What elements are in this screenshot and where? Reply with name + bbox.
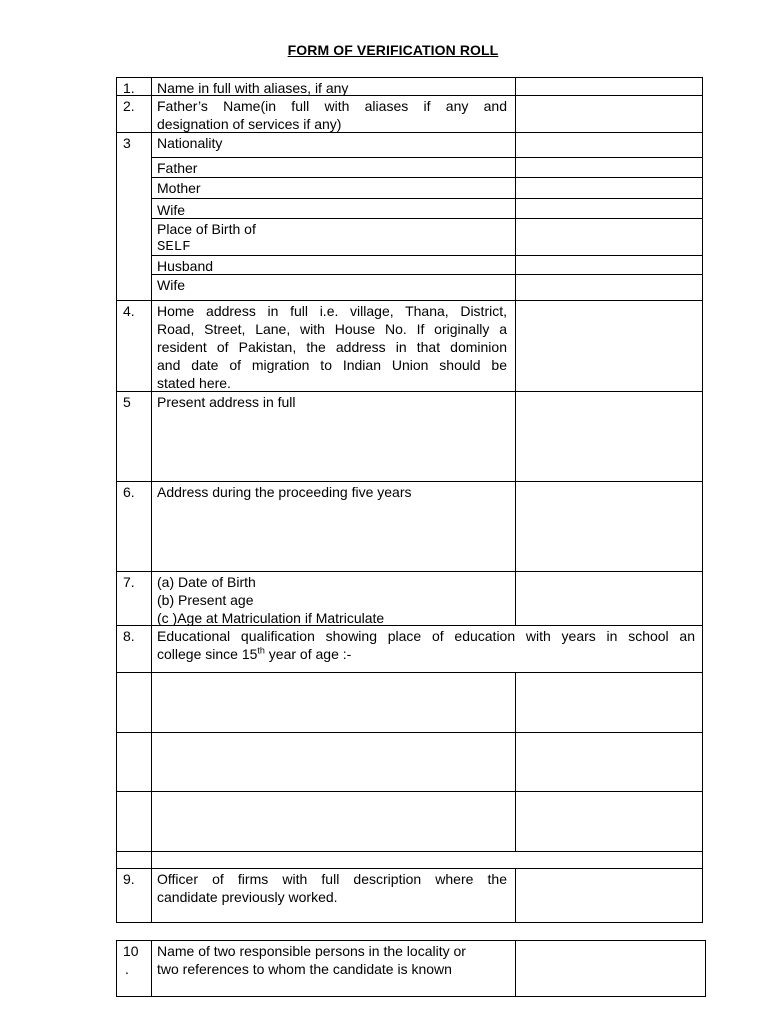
row-2-label-line-2: designation of services if any)	[157, 116, 342, 132]
birth-wife-label: Wife	[157, 277, 185, 293]
nationality-father-label: Father	[157, 160, 198, 176]
row-1-answer-field[interactable]	[516, 78, 702, 95]
birth-husband-label: Husband	[157, 258, 214, 274]
nationality-wife-label: Wife	[157, 202, 185, 218]
row-10-label-line-1: Name of two responsible persons in the locality or	[157, 943, 466, 959]
age-details-answer-field[interactable]	[516, 572, 702, 625]
row-5-number: 5	[123, 394, 131, 410]
row-4-label-line-2: Road, Street, Lane, with House No. If originally a	[157, 321, 507, 337]
row-10-label-line-2: two references to whom the candidate is known	[157, 961, 452, 977]
previous-address-answer-field[interactable]	[516, 482, 702, 571]
nationality-wife-answer-field[interactable]	[516, 199, 702, 218]
row-2-number: 2.	[123, 98, 135, 114]
row-6-label: Address during the proceeding five years	[157, 484, 412, 500]
previous-employment-answer-field[interactable]	[516, 869, 702, 922]
nationality-mother-answer-field[interactable]	[516, 178, 702, 198]
row-4-label-line-3: resident of Pakistan, the address in that dominion	[157, 339, 507, 355]
edu-matric-answer-field[interactable]	[516, 673, 702, 732]
row-8-label-line-2: college since 15th year of age :-	[157, 645, 352, 662]
place-of-birth-self-label: SELF	[157, 239, 191, 255]
row-10-number: 10	[123, 943, 139, 959]
row-1-label: Name in full with aliases, if any	[157, 80, 349, 96]
row-2-answer-field[interactable]	[516, 96, 702, 132]
birth-husband-answer-field[interactable]	[516, 256, 702, 274]
row-6-number: 6.	[123, 484, 135, 500]
form-title: FORM OF VERIFICATION ROLL	[287, 42, 499, 58]
row-9-number: 9.	[123, 871, 135, 887]
row-3-number: 3	[123, 135, 131, 151]
present-age-label: (b) Present age	[157, 592, 254, 608]
nationality-father-answer-field[interactable]	[516, 158, 702, 177]
row-8-number: 8.	[123, 628, 135, 644]
row-4-label-line-4: and date of migration to Indian Union should be	[157, 357, 507, 373]
row-9-label-line-1: Officer of firms with full description where the	[157, 871, 507, 887]
row-9-label-line-2: candidate previously worked.	[157, 889, 338, 905]
row-5-label: Present address in full	[157, 394, 296, 410]
nationality-answer-field[interactable]	[516, 133, 702, 157]
row-3-label: Nationality	[157, 135, 223, 151]
row-8-label-line-1: Educational qualification showing place of education with years in school an	[157, 628, 695, 644]
date-of-birth-label: (a) Date of Birth	[157, 574, 256, 590]
row-4-number: 4.	[123, 303, 135, 319]
row-7-number: 7.	[123, 574, 135, 590]
home-address-answer-field[interactable]	[516, 301, 702, 391]
row-4-label-line-1: Home address in full i.e. village, Thana, District,	[157, 303, 507, 319]
place-of-birth-self-answer-field[interactable]	[516, 219, 702, 255]
nationality-mother-label: Mother	[157, 180, 201, 196]
row-4-label-line-5: stated here.	[157, 375, 231, 391]
row-1-number: 1.	[123, 80, 135, 96]
edu-graduation-answer-field[interactable]	[516, 792, 702, 851]
edu-10plus2-answer-field[interactable]	[516, 733, 702, 791]
row-2-label-line-1: Father’s Name(in full with aliases if any and	[157, 98, 507, 114]
birth-wife-answer-field[interactable]	[516, 275, 702, 300]
present-address-answer-field[interactable]	[516, 392, 702, 481]
edu-any-other-answer-field[interactable]	[516, 852, 702, 868]
place-of-birth-label: Place of Birth of	[157, 221, 256, 237]
references-answer-field[interactable]	[516, 941, 705, 996]
matriculation-age-label: (c )Age at Matriculation if Matriculate	[157, 610, 385, 626]
row-10-number-dot: .	[125, 961, 129, 977]
